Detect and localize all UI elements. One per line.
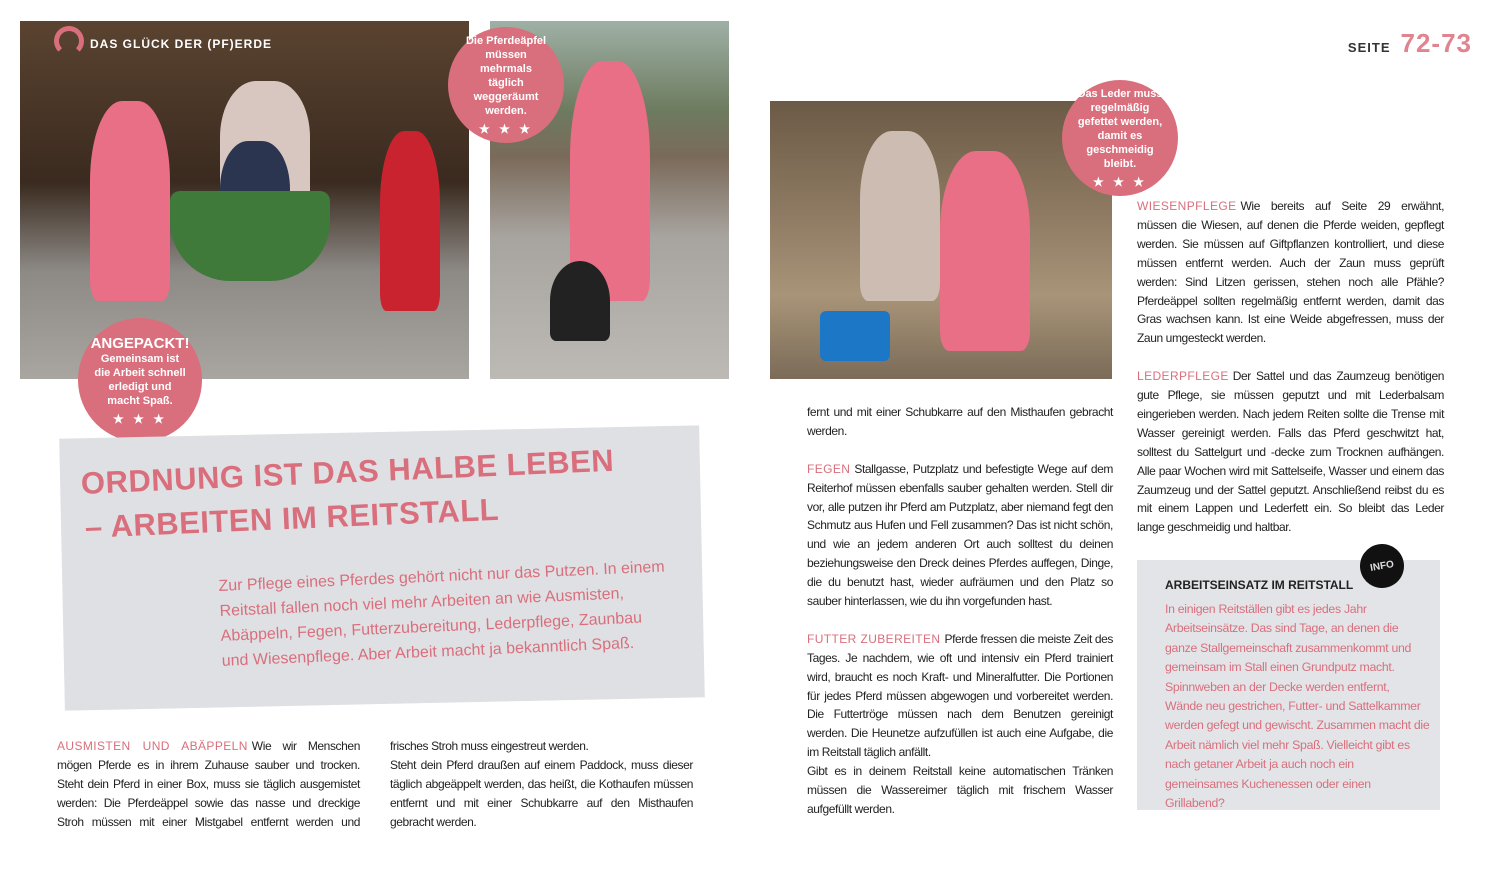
column-ausmisten [57, 737, 693, 832]
photo-girls-leather-care [770, 101, 1112, 379]
section-text: Wie bereits auf Seite 29 erwähnt, müssen die Wiesen, auf denen die Pferde weiden, gepflegt werden. Sie müssen auf Giftpflanzen kontrolliert, und diese müssen entfernt werden. Auch der Zaun muss geprüft werden: Sind Litzen gerissen, stehen noch alle Pfähle? Pferdeäppel sollten regelmäßig entfernt werden, damit das Gras wachsen kann. Ist eine Weide abgefressen, muss der Zaun umgesteckt werden. [1137, 199, 1444, 346]
caption-text: Das Leder muss regelmäßig gefettet werden, damit es geschmeidig bleibt. [1077, 88, 1163, 170]
info-title: ARBEITSEINSATZ IM REITSTALL [1165, 578, 1354, 592]
column-middle [807, 403, 1113, 819]
section-text-2: Steht dein Pferd draußen auf einem Paddock, muss dieser täglich abgeäppelt werden, das heißt, die Kothaufen müssen entfernt und mit einer Schubkarre auf den Misthaufen gebracht werden. [390, 757, 693, 829]
caption-bubble-3 [1062, 80, 1178, 196]
section-text-2: Gibt es in deinem Reitstall keine automatischen Tränken müssen die Wassereimer täglich mit frischem Wasser aufgefüllt werden. [807, 764, 1113, 816]
section-heading: FUTTER ZUBEREITEN [807, 631, 941, 646]
photo-children-wheelbarrow [20, 21, 469, 379]
stars-icon: ★ ★ ★ [113, 411, 167, 426]
section-heading: WIESENPFLEGE [1137, 199, 1237, 213]
caption-text: Die Pferdeäpfel müssen mehrmals täglich weggeräumt werden. [465, 35, 547, 117]
column-right [1137, 197, 1444, 537]
caption-bubble-1 [78, 318, 202, 442]
caption-title: ANGEPACKT! [90, 334, 190, 352]
title-line-1: ORDNUNG IST DAS HALBE LEBEN [80, 442, 615, 501]
section-label: DAS GLÜCK DER (PF)ERDE [90, 37, 273, 51]
info-text: In einigen Reitställen gibt es jedes Jahr Arbeitseinsätze. Das sind Tage, an denen die ganze Stallgemeinschaft zusammenkommt und gemeinsam im Stall einen Grundputz macht. Spinnweben an der Decke werden entfernt, Wände neu gestrichen, Futter- und Sattelkammer werden gefegt und gewischt. Zusammen macht die Arbeit nämlich viel mehr Spaß. Vielleicht gibt es nach getaner Arbeit ja auch noch ein gemeinsames Kuchenessen oder einen Grillabend? [1165, 602, 1430, 811]
section-text: Pferde fressen die meiste Zeit des Tages. Je nachdem, wie oft und intensiv ein Pferd trainiert wird, braucht es noch Kraft- und Mineralfutter. Die Portionen für jedes Pferd müssen abgewogen und vorbereitet werden. Die Futtertröge müssen nach dem Benutzen gereinigt werden. Die Heunetze aufzufüllen ist auch eine Aufgabe, die im Reitstall täglich anfällt. [807, 631, 1113, 760]
section-text: Der Sattel und das Zaumzeug benötigen gute Pflege, sie müssen geputzt und mit Lederbalsam eingerieben werden. Nach jedem Reiten sollte die Trense mit Wasser gereinigt werden. Falls das Pferd geschwitzt hat, solltest du Sattelgurt und -decke zum Trocknen aufhängen. Alle paar Wochen wird mit Sattelseife, Wasser und einem das Zaumzeug und der Sattel geputzt. Anschließend reibst du es mit einem Lappen und Lederfett ein. So bleibt das Leder lange geschmeidig und haltbar. [1137, 369, 1444, 535]
section-heading: AUSMISTEN UND ABÄPPELN [57, 739, 248, 753]
page-numbers: 72-73 [1400, 28, 1472, 58]
section-heading: FEGEN [807, 461, 851, 476]
stars-icon: ★ ★ ★ [479, 122, 533, 136]
article-intro: Zur Pflege eines Pferdes gehört nicht nur das Putzen. In einem Reitstall fallen noch viel mehr Arbeiten an wie Ausmisten, Abäppeln, Fegen, Futterzubereitung, Lederpflege, Zaunbau und Wiesenpflege. Aber Arbeit macht ja bekanntlich Spaß. [218, 558, 665, 670]
section-futter [807, 630, 1113, 819]
section-text: Stallgasse, Putzplatz und befestigte Wege auf dem Reiterhof müssen ebenfalls sauber gehalten werden. Stell dir vor, alle putzen ihr Pferd am Putzplatz, aber niemand fegt den Schmutz aus Hufen und Fell zusammen? Das ist nicht schön, und wie an jedem anderen Ort auch solltest du deinen beziehungsweise den Dreck deines Pferdes auffegen, Dinge, die du benutzt hast, wieder aufräumen und den Platz so sauber hinterlassen, wie du ihn vorgefunden hast. [807, 461, 1113, 609]
title-line-2: – ARBEITEN IM REITSTALL [84, 491, 500, 545]
section-fegen [807, 460, 1113, 611]
caption-text: Gemeinsam ist die Arbeit schnell erledigt und macht Spaß. [94, 352, 186, 407]
page-label: SEITE [1347, 40, 1391, 55]
section-heading: LEDERPFLEGE [1137, 369, 1229, 384]
caption-bubble-2 [448, 27, 564, 143]
section-text: Wie wir Menschen mögen Pferde es in ihrem Zuhause sauber und trocken. Steht dein Pferd in einer Box, muss sie täglich ausgemistet werden: Die Pferdeäppel sowie das nasse und dreckige Stroh müssen mit einer Mistgabel entfernt werden und frisches Stroh muss eingestreut werden. [57, 739, 589, 829]
section-lederpflege [1137, 367, 1444, 537]
stars-icon: ★ ★ ★ [1093, 175, 1147, 189]
page-number [1348, 28, 1472, 59]
section-wiesenpflege [1137, 197, 1444, 348]
continued-text: fernt und mit einer Schubkarre auf den Misthaufen gebracht werden. [807, 405, 1113, 438]
info-badge: INFO [1357, 541, 1408, 592]
horseshoe-icon [54, 26, 84, 56]
